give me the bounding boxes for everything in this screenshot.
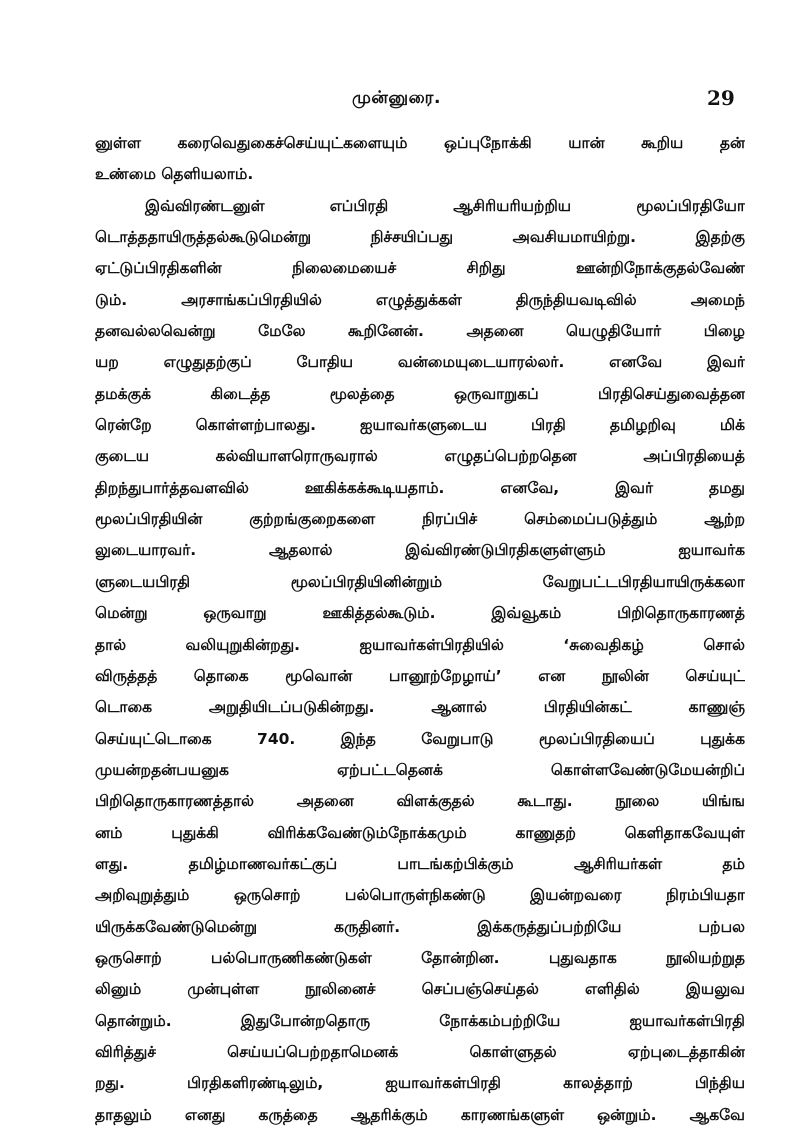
text-line: னம் புதுக்கி விரிக்கவேண்டும்நோக்கமும் காணுதற் கெளிதாகவேயுள் — [95, 823, 745, 842]
text-line: டொத்ததாயிருத்தல்கூடுமென்று நிச்சயிப்பது அவசியமாயிற்று. இதற்கு — [95, 228, 745, 247]
body-text — [95, 128, 745, 1131]
text-line: பிறிதொருகாரணத்தால் அதனை விளக்குதல் கூடாது. நூலை யிங்ங — [95, 792, 745, 811]
page-number: 29 — [707, 86, 735, 110]
text-line: உண்மை தெளியலாம். — [95, 165, 254, 184]
text-line: மென்று ஒருவாறு ஊகித்தல்கூடும். இவ்வூகம் பிறிதொருகாரணத் — [95, 604, 745, 623]
text-line: ளது. தமிழ்மாணவர்கட்குப் பாடங்கற்பிக்கும் ஆசிரியர்கள் தம் — [95, 854, 745, 873]
text-line: திறந்துபார்த்தவளவில் ஊகிக்கக்கூடியதாம். எனவே, இவர் தமது — [95, 478, 745, 497]
text-line: லுடையாரவர். ஆதலால் இவ்விரண்டுபிரதிகளுள்ளும் ஐயாவர்க — [95, 541, 745, 560]
text-line: அறிவுறுத்தும் ஒருசொற் பல்பொருள்நிகண்டு இயன்றவரை நிரம்பியதா — [95, 886, 745, 905]
text-line: தால் வலியுறுகின்றது. ஐயாவர்கள்பிரதியில் ‘சுவைதிகழ் சொல் — [95, 635, 745, 654]
paragraph-start-line: இவ்விரண்டனுள் எப்பிரதி ஆசிரியரியற்றிய மூலப்பிரதியோ — [145, 196, 745, 215]
text-line: முயன்றதன்பயனுக ஏற்பட்டதெனக் கொள்ளவேண்டுமேயன்றிப் — [95, 760, 745, 779]
text-line: னுள்ள கரைவெதுகைச்செய்யுட்களையும் ஒப்புநோக்கி யான் கூறிய தன் — [95, 134, 745, 152]
text-line: றது. பிரதிகளிரண்டிலும், ஐயாவர்கள்பிரதி காலத்தாற் பிந்திய — [95, 1074, 745, 1093]
text-line: டொகை அறுதியிடப்படுகின்றது. ஆனால் பிரதியின்கட் காணுஞ் — [95, 698, 745, 717]
text-line: தனவல்லவென்று மேலே கூறினேன். அதனை யெழுதியோர் பிழை — [95, 322, 745, 341]
text-line: லினும் முன்புள்ள நூலினைச் செப்பஞ்செய்தல் எளிதில் இயலுவ — [95, 980, 745, 999]
running-head — [0, 88, 800, 118]
running-title: முன்னுரை. — [352, 88, 441, 108]
text-line: ரென்றே கொள்ளற்பாலது. ஐயாவர்களுடைய பிரதி தமிழறிவு மிக் — [95, 416, 745, 435]
text-line: தாதலும் எனது கருத்தை ஆதரிக்கும் காரணங்களுள் ஒன்றும். ஆகவே — [95, 1105, 745, 1124]
text-line: விருத்தத் தொகை மூவொன் பானூற்றேழாய்’ என நூலின் செய்யுட் — [95, 666, 745, 685]
text-line: தொன்றும். இதுபோன்றதொரு நோக்கம்பற்றியே ஐயாவர்கள்பிரதி — [95, 1011, 745, 1030]
text-line: மூலப்பிரதியின் குற்றங்குறைகளை நிரப்பிச் செம்மைப்படுத்தும் ஆற்ற — [95, 510, 745, 529]
text-line: குடைய கல்வியாளரொருவரால் எழுதப்பெற்றதென அப்பிரதியைத் — [95, 447, 745, 466]
text-line: யிருக்கவேண்டுமென்று கருதினர். இக்கருத்துப்பற்றியே பற்பல — [95, 917, 745, 936]
text-line: தமக்குக் கிடைத்த மூலத்தை ஒருவாறுகப் பிரதிசெய்துவைத்தன — [95, 384, 745, 403]
text-line: யற எழுதுதற்குப் போதிய வன்மையுடையாரல்லர். எனவே இவர் — [95, 353, 745, 372]
text-line: டும். அரசாங்கப்பிரதியில் எழுத்துக்கள் திருந்தியவடிவில் அமைந் — [95, 290, 745, 309]
text-line: ளுடையபிரதி மூலப்பிரதியினின்றும் வேறுபட்டபிரதியாயிருக்கலா — [95, 572, 745, 591]
text-line: செய்யுட்டொகை 740. இந்த வேறுபாடு மூலப்பிரதியைப் புதுக்க — [95, 729, 745, 748]
text-line: ஒருசொற் பல்பொருணிகண்டுகள் தோன்றின. புதுவதாக நூலியற்றுத — [95, 948, 745, 967]
text-line: ஏட்டுப்பிரதிகளின் நிலைமையைச் சிறிது ஊன்றிநோக்குதல்வேண் — [95, 259, 745, 278]
text-line: விரித்துச் செய்யப்பெற்றதாமெனக் கொள்ளுதல் ஏற்புடைத்தாகின் — [95, 1042, 745, 1061]
